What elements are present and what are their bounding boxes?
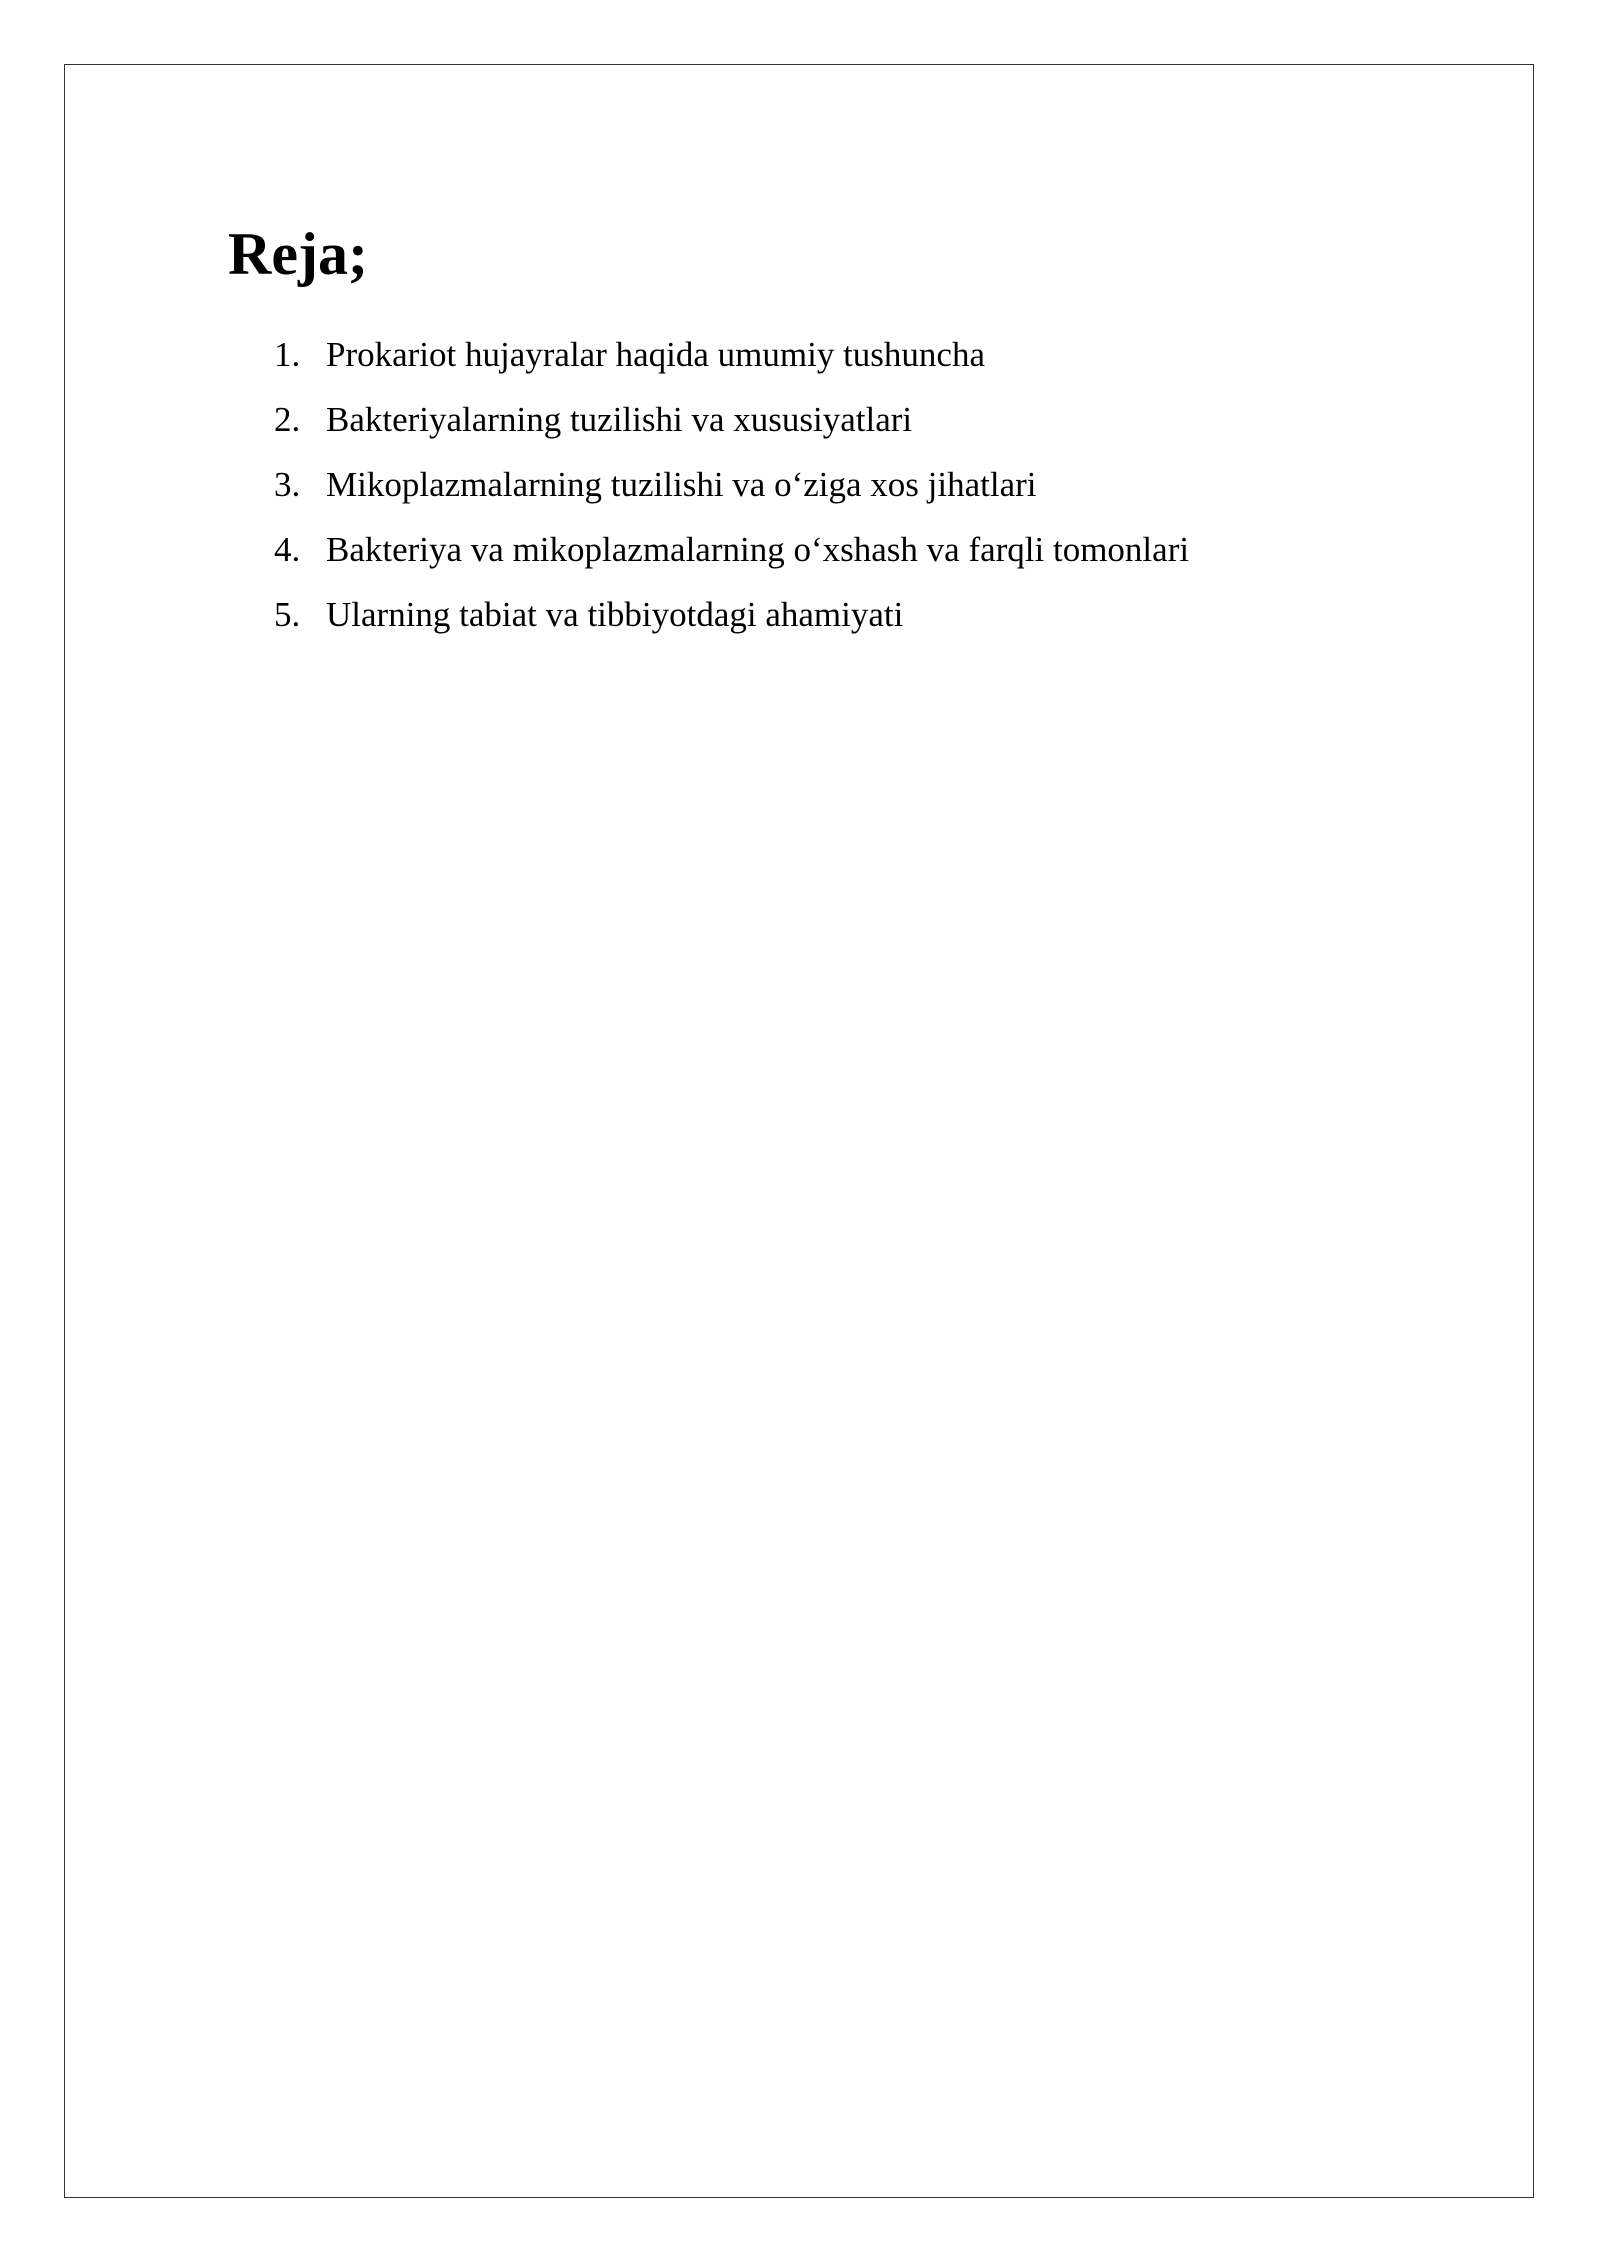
list-item-number: 1.	[274, 334, 301, 374]
list-item	[274, 452, 1189, 517]
list-item	[274, 517, 1189, 582]
list-item-text: Mikoplazmalarning tuzilishi va o‘ziga xos jihatlari	[326, 464, 1037, 504]
list-item	[274, 387, 1189, 452]
list-item-number: 5.	[274, 594, 301, 634]
list-item-number: 4.	[274, 529, 301, 569]
list-item-text: Prokariot hujayralar haqida umumiy tushuncha	[326, 334, 986, 374]
list-item-text: Bakteriyalarning tuzilishi va xususiyatlari	[326, 399, 913, 439]
list-item-number: 2.	[274, 399, 301, 439]
plan-list	[274, 322, 1189, 647]
list-item	[274, 322, 1189, 387]
list-item	[274, 582, 1189, 647]
page-title: Reja;	[228, 221, 368, 287]
list-item-text: Ularning tabiat va tibbiyotdagi ahamiyati	[326, 594, 904, 634]
list-item-text: Bakteriya va mikoplazmalarning o‘xshash va farqli tomonlari	[326, 529, 1190, 569]
list-item-number: 3.	[274, 464, 301, 504]
